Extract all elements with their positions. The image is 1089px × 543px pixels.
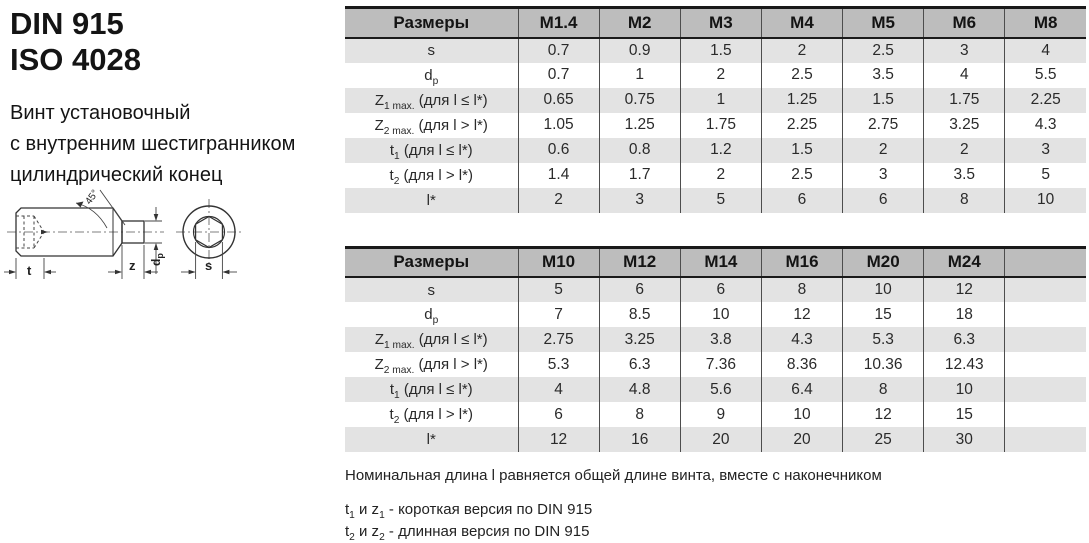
row-label [345,302,518,327]
note-short-version [345,499,1086,521]
label-text: - короткая версия по DIN 915 [384,500,593,518]
table-cell [1005,402,1086,427]
table-cell: 8 [924,188,1005,213]
table-cell: 20 [680,427,761,452]
table-row [345,38,1086,63]
label-text: (для l ≤ l*) [399,381,473,398]
table-cell: 6.3 [924,327,1005,352]
table-cell: 3.25 [599,327,680,352]
table-row [345,327,1086,352]
table-cell: 3 [843,163,924,188]
label-subscript: 2 [349,531,355,543]
table-cell: 6 [518,402,599,427]
table-cell: 12 [924,277,1005,302]
column-header-sizes: Размеры [345,8,518,38]
standard-iso: ISO 4028 [10,41,141,77]
table-cell: 0.7 [518,38,599,63]
column-header-empty [1005,247,1086,277]
table-cell [1005,352,1086,377]
table-cell: 5.6 [680,377,761,402]
label-subscript: 1 [393,390,400,401]
table-cell: 2.25 [1005,88,1086,113]
table-header-row [345,8,1086,38]
table-cell [1005,427,1086,452]
table-cell [1005,377,1086,402]
table-cell: 16 [599,427,680,452]
table-cell: 15 [843,302,924,327]
label-subscript: 2 [379,531,385,543]
description-line-3: цилиндрический конец [10,164,223,187]
table-cell: 10 [843,277,924,302]
column-header-m8: M8 [1005,8,1086,38]
table-cell: 1.2 [680,138,761,163]
label-text: (для l ≤ l*) [414,91,488,109]
row-label [345,88,518,113]
table-cell: 12 [761,302,842,327]
technical-drawing [4,182,256,295]
table-cell: 12.43 [924,352,1005,377]
table-cell: 5 [518,277,599,302]
label-text: - длинная версия по DIN 915 [384,522,590,540]
table-cell: 12 [843,402,924,427]
table-cell: 0.6 [518,138,599,163]
row-label [345,402,518,427]
table-cell [1005,302,1086,327]
screw-drawing-svg [4,182,256,290]
table-cell: 4.3 [761,327,842,352]
tables-column [345,6,1086,542]
row-label [345,327,518,352]
label-text: (для l ≤ l*) [399,141,473,159]
row-label [345,427,518,452]
table-cell: 1.5 [843,88,924,113]
standard-din: DIN 915 [10,6,124,41]
table-cell: 8 [599,402,680,427]
dimensions-table-m10-m24 [345,246,1086,453]
table-cell: 3.25 [924,113,1005,138]
table-cell: 8 [761,277,842,302]
table-cell: 0.9 [599,38,680,63]
label-text: (для l > l*) [399,406,473,423]
table-cell: 3 [599,188,680,213]
label-text: t [345,522,350,540]
table-cell: 2.75 [518,327,599,352]
label-text: Z [374,116,384,134]
socket-depth-arrow [41,230,48,235]
label-subscript: p [432,75,439,87]
table-cell: 4 [518,377,599,402]
table-cell: 0.75 [599,88,680,113]
label-text: t [389,166,394,184]
table-row [345,352,1086,377]
label-subscript: p [432,315,439,326]
table-cell: 3.8 [680,327,761,352]
table-cell: 1.05 [518,113,599,138]
table-cell: 2 [518,188,599,213]
table-row [345,427,1086,452]
column-header-m4: M4 [761,8,842,38]
table-cell: 2 [843,138,924,163]
table-cell: 20 [761,427,842,452]
table-cell: 10 [680,302,761,327]
product-description [10,98,340,191]
table-cell: 5 [1005,163,1086,188]
table-cell: 2 [761,38,842,63]
table-cell [1005,327,1086,352]
label-text: Z [374,91,385,109]
label-subscript: 2 max. [383,125,415,137]
table-cell: 0.65 [518,88,599,113]
dim-t-label: t [27,263,32,278]
table-row [345,63,1086,88]
row-label [345,138,518,163]
dim-s-label: s [205,258,213,273]
table-row [345,163,1086,188]
table-cell: 18 [924,302,1005,327]
note-nominal-length: Номинальная длина l равняется общей длине винта, вместе с наконечником [345,467,882,484]
table-header-row [345,247,1086,277]
row-label [345,277,518,302]
label-text: Z [374,356,384,373]
row-label [345,113,518,138]
label-text: d [424,66,433,84]
table-cell: 4 [1005,38,1086,63]
end-view-center-lines [176,199,242,265]
angle-label: 45° [83,188,102,207]
label-subscript: 2 [393,175,400,187]
label-subscript: 2 [393,415,400,426]
table-cell: 2 [924,138,1005,163]
table-cell: 25 [843,427,924,452]
label-subscript: 1 [379,509,385,521]
label-text: l* [426,431,436,448]
label-text: (для l ≤ l*) [414,331,488,348]
label-text: Z [374,331,385,348]
table-row [345,138,1086,163]
table-cell: 4.8 [599,377,680,402]
note-long-version [345,521,1086,543]
label-text: d [424,306,433,323]
table-cell: 2 [680,63,761,88]
description-line-1: Винт установочный [10,102,191,125]
table-cell: 2.5 [843,38,924,63]
table-cell: 3 [924,38,1005,63]
table-cell: 5.3 [518,352,599,377]
column-header-m24: M24 [924,247,1005,277]
label-text: (для l > l*) [414,356,488,373]
row-label [345,352,518,377]
table-cell: 6 [599,277,680,302]
table-cell: 1.4 [518,163,599,188]
label-text: s [427,281,435,299]
table-cell: 1.25 [599,113,680,138]
label-text: (для l > l*) [414,116,488,134]
column-header-m10: M10 [518,247,599,277]
table-cell: 6.4 [761,377,842,402]
description-line-2: с внутренним шестигранником [10,133,296,156]
column-header-m6: M6 [924,8,1005,38]
column-header-sizes: Размеры [345,247,518,277]
table-cell: 8 [843,377,924,402]
table-cell: 5.3 [843,327,924,352]
table-cell: 10 [761,402,842,427]
table-cell: 5 [680,188,761,213]
table-cell: 15 [924,402,1005,427]
table-row [345,188,1086,213]
label-subscript: 1 max. [384,100,415,112]
label-subscript: 2 max. [383,365,415,376]
table-row [345,88,1086,113]
table-cell: 0.7 [518,63,599,88]
label-text: l* [426,191,436,209]
table-cell: 2 [680,163,761,188]
title-block [10,6,340,191]
label-text: t [389,406,394,423]
table-cell: 1.7 [599,163,680,188]
label-text: t [389,381,394,398]
dimension-dp [145,207,165,274]
table-cell [1005,277,1086,302]
row-label [345,163,518,188]
dimension-t [4,258,56,279]
label-text: t [389,141,394,159]
table-cell: 1 [599,63,680,88]
row-label [345,38,518,63]
table-cell: 2.75 [843,113,924,138]
column-header-m20: M20 [843,247,924,277]
table-cell: 1.5 [761,138,842,163]
table-cell: 2.25 [761,113,842,138]
table-cell: 30 [924,427,1005,452]
dim-dp-label: $d_p$ [149,253,165,266]
label-subscript: 1 [393,150,400,162]
table-cell: 7 [518,302,599,327]
table-cell: 2.5 [761,163,842,188]
label-subscript: 1 [349,509,355,521]
table-cell: 10 [1005,188,1086,213]
table-cell: 6 [761,188,842,213]
table-cell: 1.75 [924,88,1005,113]
column-header-m14: M14 [680,247,761,277]
column-header-m1.4: M1.4 [518,8,599,38]
table-cell: 10 [924,377,1005,402]
table-row [345,377,1086,402]
table-cell: 1.25 [761,88,842,113]
table-cell: 1.5 [680,38,761,63]
table-cell: 5.5 [1005,63,1086,88]
table-cell: 1 [680,88,761,113]
table-row [345,113,1086,138]
table-cell: 8.5 [599,302,680,327]
table-cell: 1.75 [680,113,761,138]
column-header-m5: M5 [843,8,924,38]
table-cell: 3 [1005,138,1086,163]
table-cell: 6.3 [599,352,680,377]
table-cell: 3.5 [843,63,924,88]
table-cell: 8.36 [761,352,842,377]
label-text: s [427,42,435,59]
label-subscript: 1 max. [384,340,415,351]
column-header-m16: M16 [761,247,842,277]
table-row [345,402,1086,427]
table-row [345,302,1086,327]
table-cell: 3.5 [924,163,1005,188]
row-label [345,377,518,402]
row-label [345,188,518,213]
table-cell: 10.36 [843,352,924,377]
table-cell: 2.5 [761,63,842,88]
column-header-m12: M12 [599,247,680,277]
table-cell: 7.36 [680,352,761,377]
table-cell: 6 [843,188,924,213]
dim-z-label: z [129,258,136,273]
column-header-m2: M2 [599,8,680,38]
table-cell: 0.8 [599,138,680,163]
table-cell: 6 [680,277,761,302]
table-row [345,277,1086,302]
label-text: и z [354,500,380,518]
table-cell: 4.3 [1005,113,1086,138]
table-cell: 9 [680,402,761,427]
label-text: и z [354,522,380,540]
screw-end-view [176,199,242,265]
footnotes [345,465,1086,542]
column-header-m3: M3 [680,8,761,38]
dimensions-table-m1.4-m8 [345,6,1086,213]
label-text: (для l > l*) [399,166,473,184]
table-cell: 4 [924,63,1005,88]
label-text: t [345,500,350,518]
table-cell: 12 [518,427,599,452]
row-label [345,63,518,88]
